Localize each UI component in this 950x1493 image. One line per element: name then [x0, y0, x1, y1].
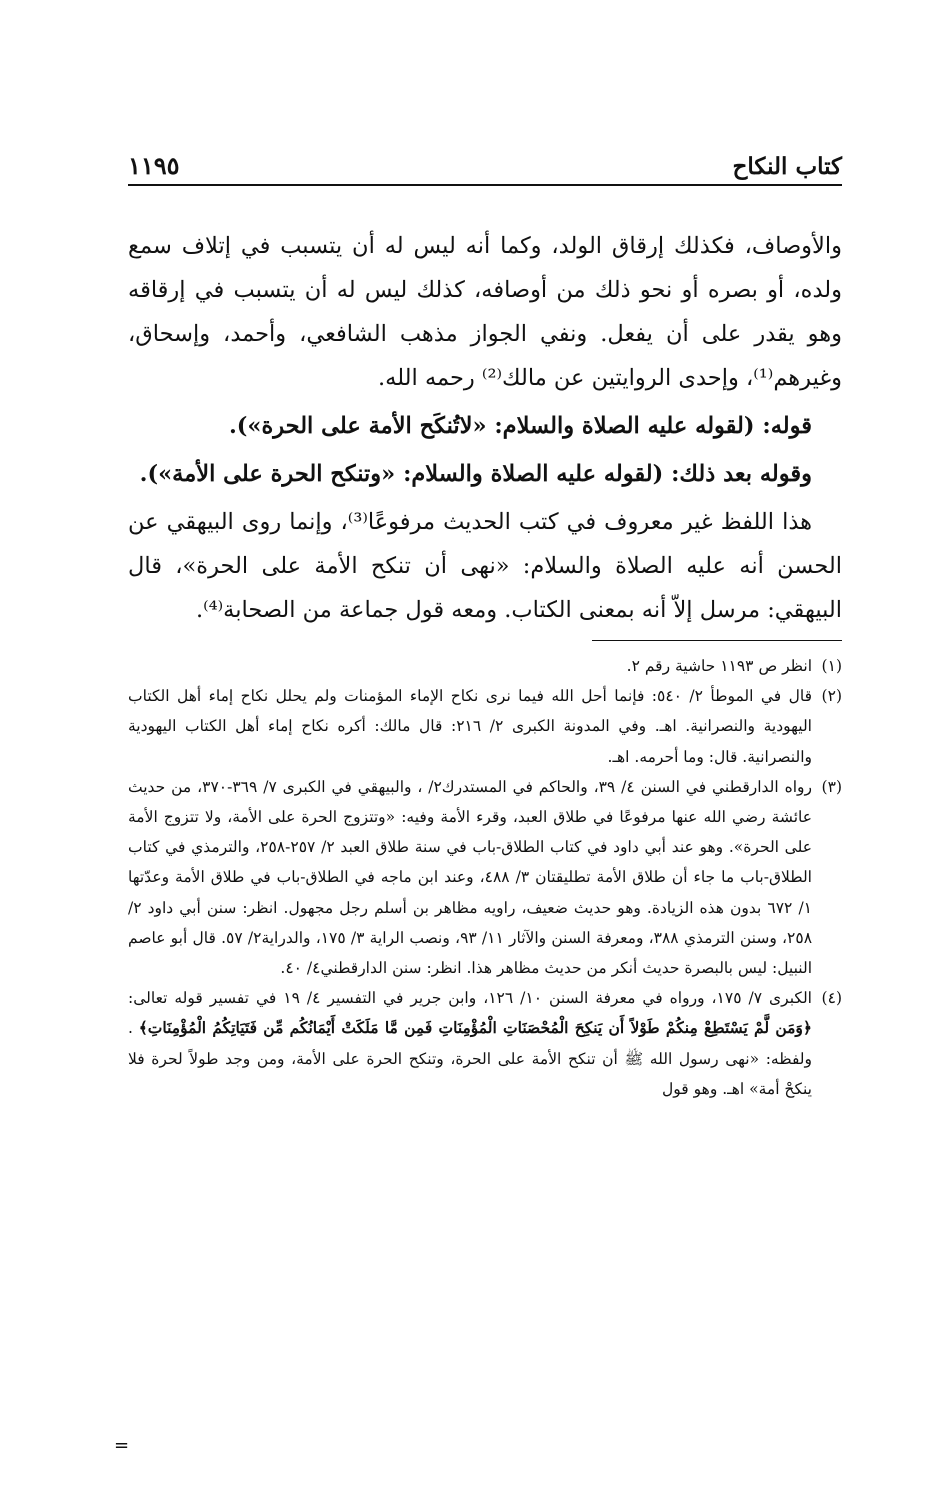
quran-verse: ﴿وَمَن لَّمْ يَسْتَطِعْ مِنكُمْ طَوْلاً أَن يَنكِحَ الْمُحْصَنَاتِ الْمُؤْمِنَاتِ فَمِن مَّا مَلَكَتْ أَيْمَانُكُم مِّن فَتَيَاتِكُمُ الْمُؤْمِنَاتِ﴾ [138, 1018, 812, 1038]
continuation-mark: = [114, 1435, 130, 1456]
footnote-4 [128, 983, 842, 1104]
paragraph-1: والأوصاف، فكذلك إرقاق الولد، وكما أنه ليس له أن يتسبب في إتلاف سمع ولده، أو بصره أو نحو ذلك من أوصافه، كذلك ليس له أن يتسبب في إرقاقه وهو يقدر على أن يفعل. ونفي الجواز مذهب الشافعي، وأحمد، وإسحاق، وغيرهم⁽¹⁾، وإحدى الروايتين عن مالك⁽²⁾ رحمه الله. [128, 233, 842, 391]
quoted-statement-2: وقوله بعد ذلك: (لقوله عليه الصلاة والسلام: «وتنكح الحرة على الأمة»). [139, 461, 812, 487]
footnote-number: (١) [821, 657, 842, 675]
footnote-number: (٤) [821, 989, 842, 1008]
quoted-statement-1: قوله: (لقوله عليه الصلاة والسلام: «لاتُنكَح الأمة على الحرة»). [228, 413, 812, 439]
footnote-text [128, 983, 812, 1104]
chapter-title: كتاب النكاح [732, 153, 842, 180]
paragraph-2: هذا اللفظ غير معروف في كتب الحديث مرفوعًا⁽³⁾، وإنما روى البيهقي عن الحسن أنه عليه الصلاة والسلام: «نهى أن تنكح الأمة على الحرة»، قال البيهقي: مرسل إلاّ أنه بمعنى الكتاب. ومعه قول جماعة من الصحابة⁽⁴⁾. [128, 509, 842, 623]
footnote-divider [592, 640, 842, 641]
footnote-2 [128, 681, 842, 772]
footnote-text: قال في الموطأ ٢/ ٥٤٠: فإنما أحل الله فيما نرى نكاح الإماء المؤمنات ولم يحلل نكاح إماء أهل الكتاب اليهودية والنصرانية. اهـ. وفي المدونة الكبرى ٢/ ٢١٦: قال مالك: أكره نكاح إماء أهل الكتاب اليهودية والنصرانية. قال: وما أحرمه. اهـ. [128, 687, 812, 766]
footnote-3 [128, 772, 842, 983]
page-number: ١١٩٥ [128, 151, 180, 180]
footnote-text-before: الكبرى ٧/ ١٧٥، ورواه في معرفة السنن ١٠/ ١٢٦، وابن جرير في التفسير ٤/ ١٩ في تفسير قوله تعالى: [128, 989, 812, 1008]
footnote-number: (٢) [821, 687, 842, 706]
footnotes [128, 651, 842, 1104]
footnote-text: انظر ص ١١٩٣ حاشية رقم ٢. [626, 657, 812, 675]
footnote-1 [128, 651, 842, 681]
page-header [128, 138, 842, 186]
footnote-text: رواه الدارقطني في السنن ٤/ ٣٩، والحاكم في المستدرك٢/ ، والبيهقي في الكبرى ٧/ ٣٦٩-٣٧٠، من حديث عائشة رضي الله عنها مرفوعًا في طلاق العبد، وقرء الأمة وفيه: «وتتزوج الحرة على الأمة، ولا تتزوج الأمة على الحرة». وهو عند أبي داود في كتاب الطلاق-باب في سنة طلاق العبد ٢/ ٢٥٧-٢٥٨، والترمذي في كتاب الطلاق-باب ما جاء أن طلاق الأمة تطليقتان ٣/ ٤٨٨، وعند ابن ماجه في الطلاق-باب في طلاق الأمة وعدّتها ١/ ٦٧٢ بدون هذه الزيادة. وهو حديث ضعيف، راويه مظاهر بن أسلم رجل مجهول. انظر: سنن أبي داود ٢/ ٢٥٨، وسنن الترمذي ٣٨٨، ومعرفة السنن والآثار ١١/ ٩٣، ونصب الراية ٣/ ١٧٥، والدراية٢/ ٥٧. قال أبو عاصم النبيل: ليس بالبصرة حديث أنكر من حديث مظاهر هذا. انظر: سنن الدارقطني٤/ ٤٠. [128, 777, 813, 978]
footnote-number: (٣) [821, 777, 842, 796]
main-text [128, 224, 842, 632]
document-page [128, 138, 842, 1104]
footnote-text-after: . ولفظه: «نهى رسول الله ﷺ أن تنكح الأمة على الحرة، وتنكح الحرة على الأمة، ومن وجد طولاً لحرة فلا ينكحْ أمة» اهـ. وهو قول [128, 1019, 812, 1098]
